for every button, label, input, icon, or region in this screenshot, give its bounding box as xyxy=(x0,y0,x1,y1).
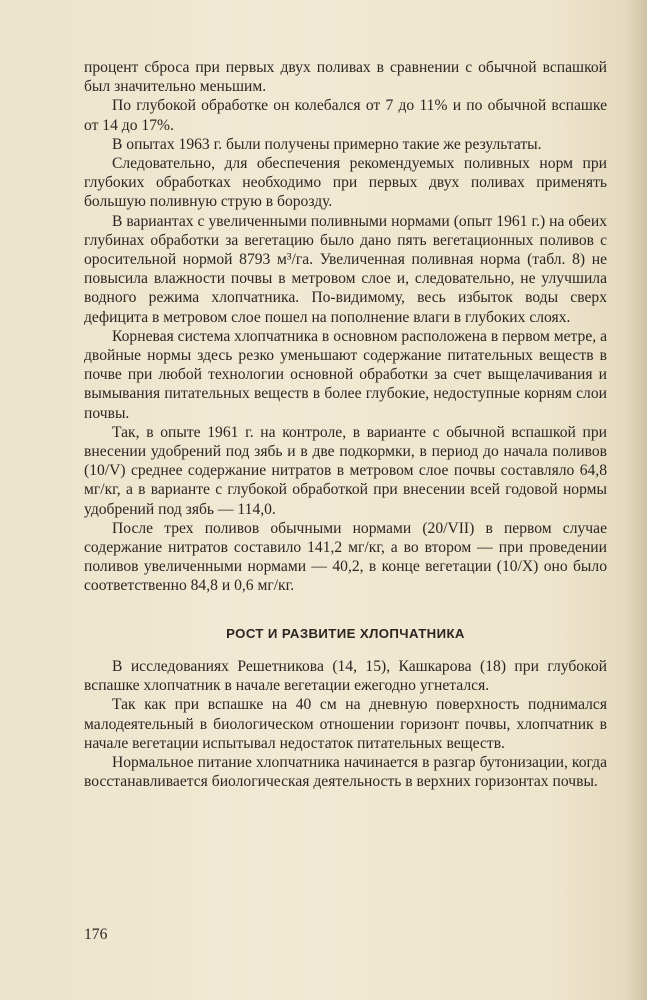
paragraph: Следовательно, для обеспечения рекомендуемых поливных норм при глубоких обработках необходимо при первых двух поливах применять большую поливную струю в борозду. xyxy=(84,155,607,211)
paragraph: В опытах 1963 г. были получены примерно такие же результаты. xyxy=(112,135,542,153)
paragraph: процент сброса при первых двух поливах в сравнении с обычной вспашкой был значительно меньшим. xyxy=(84,59,607,96)
section-heading: РОСТ И РАЗВИТИЕ ХЛОПЧАТНИКА xyxy=(226,625,465,641)
paragraph: Так как при вспашке на 40 см на дневную поверхность поднимался малодеятельный в биологическом отношении горизонт почвы, хлопчатник в начале вегетации испытывал недостаток питательных веществ. xyxy=(84,696,607,752)
page-edge-shadow xyxy=(625,0,647,1000)
page-number: 176 xyxy=(84,926,108,943)
paragraph: Корневая система хлопчатника в основном расположена в первом метре, а двойные нормы здесь резко уменьшают содержание питательных веществ в почве при любой технологии основной обработки за счет выщелачивания и вымывания питательных веществ в более глубокие, недоступные корням слои почвы. xyxy=(84,327,607,422)
paragraph: По глубокой обработке он колебался от 7 до 11% и по обычной вспашке от 14 до 17%. xyxy=(84,97,607,134)
page-text xyxy=(84,58,607,791)
paragraph: В исследованиях Решетникова (14, 15), Кашкарова (18) при глубокой вспашке хлопчатник в начале вегетации ежегодно угнетался. xyxy=(84,657,607,695)
paragraph: Нормальное питание хлопчатника начинается в разгар бутонизации, когда восстанавливается биологическая деятельность в верхних горизонтах почвы. xyxy=(84,753,607,791)
paragraph: После трех поливов обычными нормами (20/VII) в первом случае содержание нитратов составило 141,2 мг/кг, а во втором — при проведении поливов увеличенными нормами — 40,2, в конце вегетации (10/X) оно было соответственно 84,8 и 0,6 мг/кг. xyxy=(84,519,607,595)
paragraph: Так, в опыте 1961 г. на контроле, в варианте с обычной вспашкой при внесении удобрений под зябь и в две подкормки, в период до начала поливов (10/V) среднее содержание нитратов в метровом слое почвы составляло 64,8 мг/кг, а в варианте с глубокой обработкой при внесении всей годовой нормы удобрений под зябь — 114,0. xyxy=(84,423,607,518)
paragraph: В вариантах с увеличенными поливными нормами (опыт 1961 г.) на обеих глубинах обработки за вегетацию было дано пять вегетационных поливов с оросительной нормой 8793 м³/га. Увеличенная поливная норма (табл. 8) не повысила влажности почвы в метровом слое и, следовательно, не улучшила водного режима хлопчатника. По-видимому, весь избыток воды сверх дефицита в метровом слое пошел на пополнение влаги в глубоких слоях. xyxy=(84,212,607,326)
